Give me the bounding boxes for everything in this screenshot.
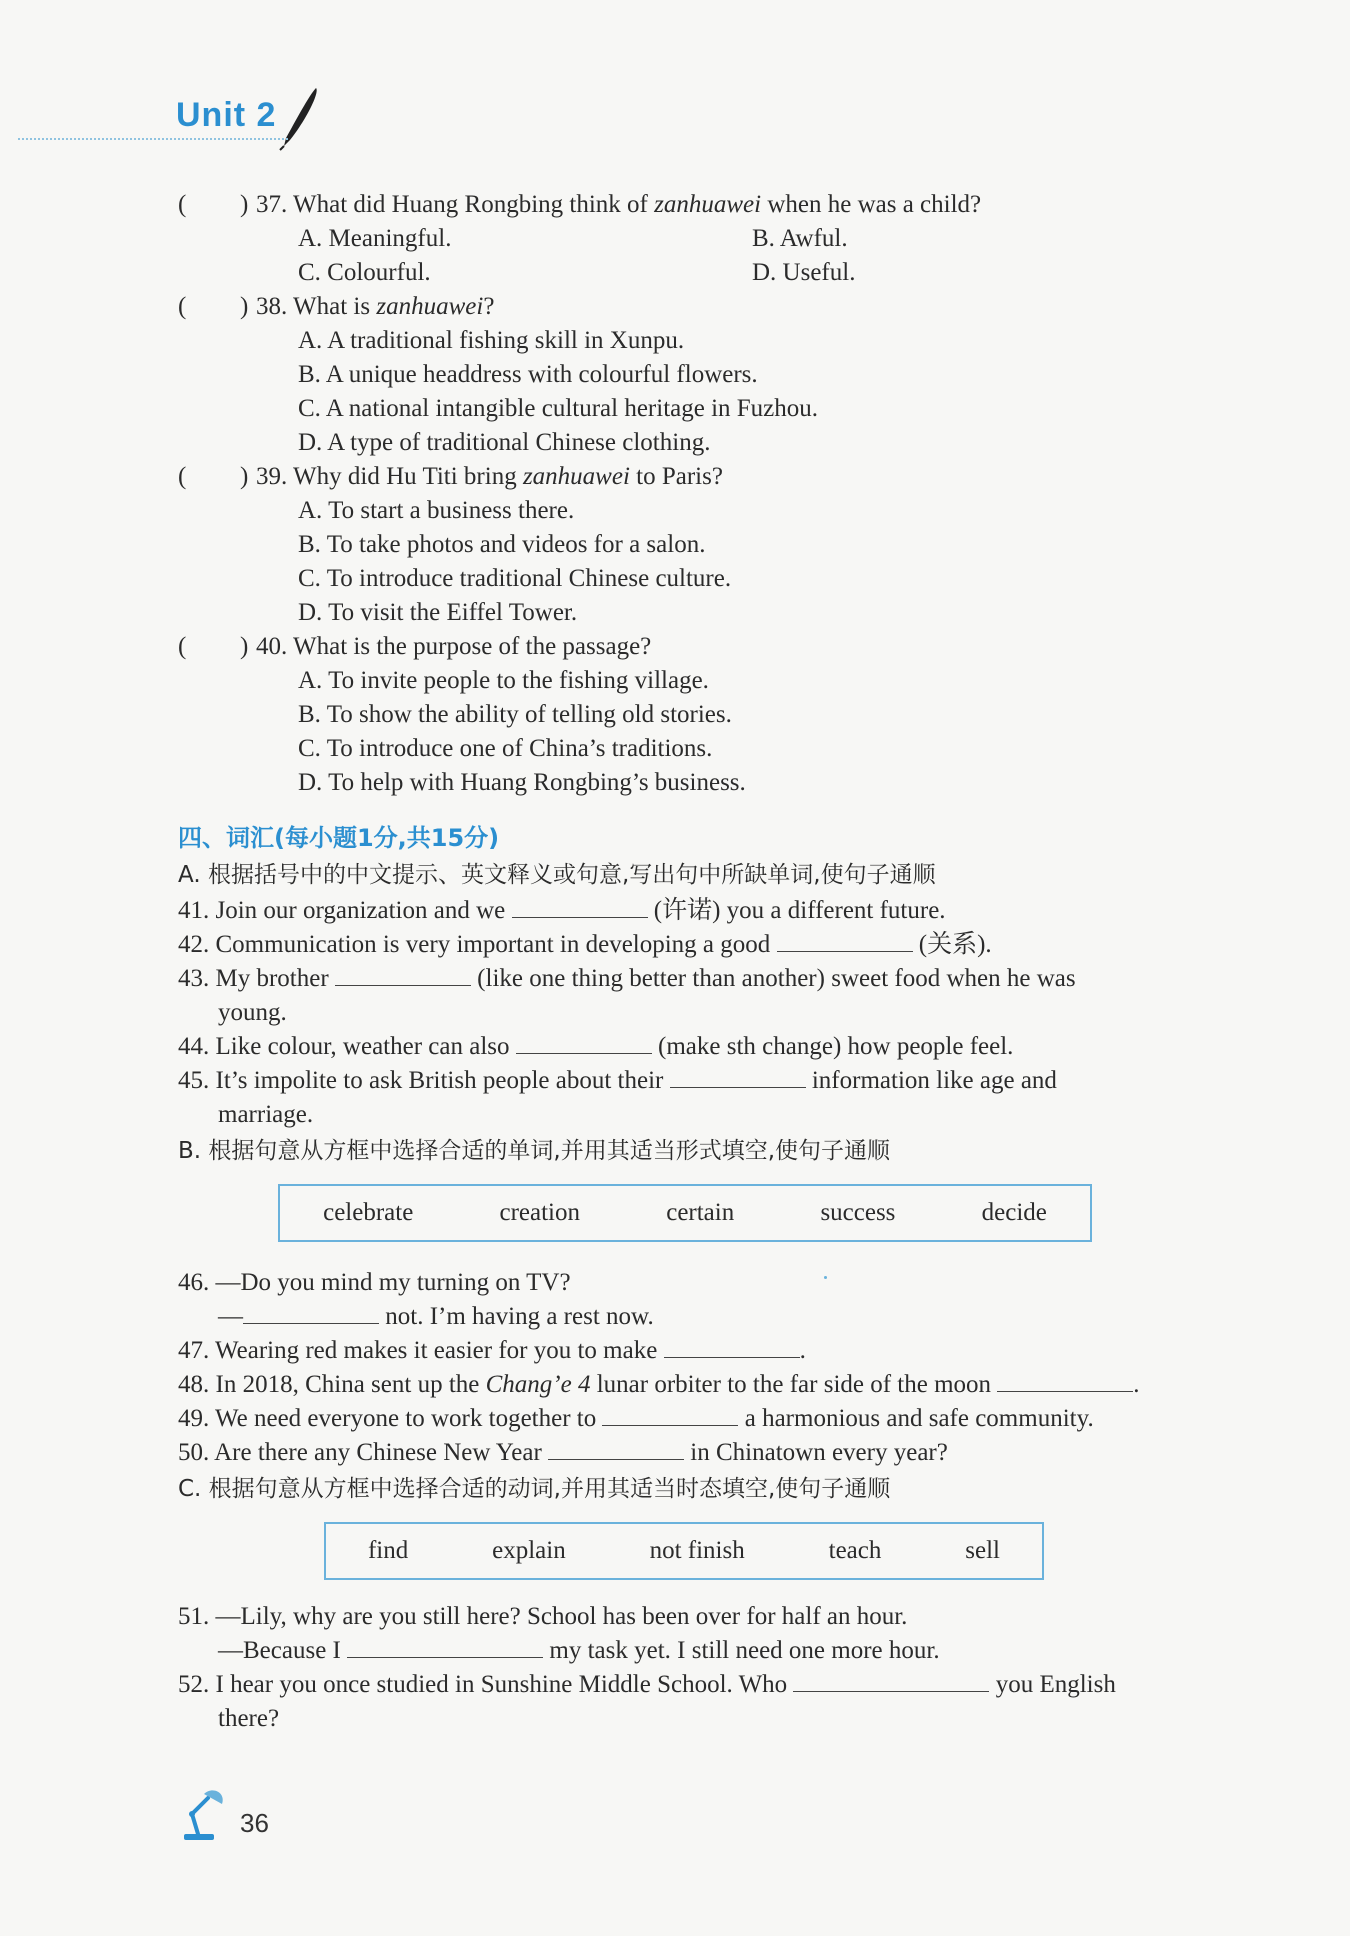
question-text: 50. Are there any Chinese New Year xyxy=(178,1439,542,1466)
word-option: sell xyxy=(965,1537,1000,1564)
option-38-a: A. A traditional fishing skill in Xunpu. xyxy=(298,327,685,354)
question-text: not. I’m having a rest now. xyxy=(385,1303,654,1330)
question-37 xyxy=(256,188,981,222)
answer-paren-open-37: ( xyxy=(178,191,187,218)
question-46-reply xyxy=(218,1300,654,1334)
question-text: my task yet. I still need one more hour. xyxy=(549,1637,940,1664)
question-43 xyxy=(178,962,1076,996)
question-text: 43. My brother xyxy=(178,965,329,992)
question-44 xyxy=(178,1030,1013,1064)
question-italic: zanhuawei xyxy=(522,463,630,490)
question-41 xyxy=(178,894,946,928)
part-a-instruction: A. 根据括号中的中文提示、英文释义或句意,写出句中所缺单词,使句子通顺 xyxy=(178,862,936,888)
question-48 xyxy=(178,1368,1140,1402)
word-option: decide xyxy=(981,1199,1047,1226)
stray-mark xyxy=(824,1276,827,1279)
question-text: when he was a child? xyxy=(761,191,982,218)
option-39-c: C. To introduce traditional Chinese culture. xyxy=(298,565,732,592)
question-text: 49. We need everyone to work together to xyxy=(178,1405,597,1432)
question-text: 45. It’s impolite to ask British people about their xyxy=(178,1067,664,1094)
answer-blank[interactable] xyxy=(602,1403,738,1426)
answer-blank[interactable] xyxy=(793,1669,989,1692)
option-40-a: A. To invite people to the fishing village. xyxy=(298,667,709,694)
word-option: find xyxy=(367,1537,409,1564)
question-50 xyxy=(178,1436,948,1470)
question-text: (许诺) you a different future. xyxy=(653,897,946,924)
header-divider xyxy=(18,138,288,140)
word-option: not finish xyxy=(649,1537,745,1564)
option-37-c: C. Colourful. xyxy=(298,259,431,286)
answer-paren-close-40: ) xyxy=(240,633,249,660)
section-title: 四、词汇(每小题1分,共15分) xyxy=(178,824,500,852)
question-text: (like one thing better than another) sweet food when he was xyxy=(477,965,1076,992)
question-52 xyxy=(178,1668,1116,1702)
option-40-c: C. To introduce one of China’s traditions. xyxy=(298,735,713,762)
word-option: success xyxy=(820,1199,896,1226)
question-text: 52. I hear you once studied in Sunshine Middle School. Who xyxy=(178,1671,788,1698)
part-b-instruction: B. 根据句意从方框中选择合适的单词,并用其适当形式填空,使句子通顺 xyxy=(178,1138,891,1164)
question-text: you English xyxy=(995,1671,1116,1698)
option-38-d: D. A type of traditional Chinese clothing. xyxy=(298,429,711,456)
answer-paren-close-38: ) xyxy=(240,293,249,320)
question-52-cont: there? xyxy=(218,1705,280,1732)
question-text: 38. What is xyxy=(256,293,377,320)
question-text: . xyxy=(799,1337,806,1364)
page-number: 36 xyxy=(240,1808,269,1838)
answer-paren-close-39: ) xyxy=(240,463,249,490)
question-text: to Paris? xyxy=(629,463,723,490)
answer-blank[interactable] xyxy=(243,1301,379,1324)
part-c-instruction: C. 根据句意从方框中选择合适的动词,并用其适当时态填空,使句子通顺 xyxy=(178,1476,891,1502)
question-text: 42. Communication is very important in developing a good xyxy=(178,931,771,958)
question-47 xyxy=(178,1334,806,1368)
answer-paren-open-40: ( xyxy=(178,633,187,660)
answer-paren-open-39: ( xyxy=(178,463,187,490)
question-45-cont: marriage. xyxy=(218,1101,314,1128)
question-text: 39. Why did Hu Titi bring xyxy=(256,463,523,490)
word-box-c xyxy=(324,1522,1044,1580)
answer-blank[interactable] xyxy=(335,963,471,986)
answer-blank[interactable] xyxy=(512,895,648,918)
lamp-icon xyxy=(178,1786,234,1842)
question-38 xyxy=(256,290,494,324)
question-49 xyxy=(178,1402,1094,1436)
unit-title: Unit 2 xyxy=(176,96,277,134)
question-text: 41. Join our organization and we xyxy=(178,897,506,924)
question-text: 47. Wearing red makes it easier for you to make xyxy=(178,1337,658,1364)
option-40-b: B. To show the ability of telling old stories. xyxy=(298,701,732,728)
option-38-b: B. A unique headdress with colourful flowers. xyxy=(298,361,758,388)
answer-blank[interactable] xyxy=(664,1335,800,1358)
question-39 xyxy=(256,460,723,494)
option-37-b: B. Awful. xyxy=(752,225,848,252)
question-text: (make sth change) how people feel. xyxy=(658,1033,1014,1060)
answer-blank[interactable] xyxy=(516,1031,652,1054)
option-37-a: A. Meaningful. xyxy=(298,225,452,252)
answer-paren-open-38: ( xyxy=(178,293,187,320)
word-option: teach xyxy=(828,1537,882,1564)
question-text: 37. What did Huang Rongbing think of xyxy=(256,191,655,218)
question-45 xyxy=(178,1064,1057,1098)
option-40-d: D. To help with Huang Rongbing’s business. xyxy=(298,769,746,796)
word-option: explain xyxy=(492,1537,566,1564)
answer-blank[interactable] xyxy=(670,1065,806,1088)
question-text: (关系). xyxy=(918,931,992,958)
question-40: 40. What is the purpose of the passage? xyxy=(256,633,652,660)
question-46: 46. —Do you mind my turning on TV? xyxy=(178,1269,571,1296)
question-43-cont: young. xyxy=(218,999,287,1026)
answer-blank[interactable] xyxy=(997,1369,1133,1392)
word-option: creation xyxy=(499,1199,581,1226)
option-38-c: C. A national intangible cultural heritage in Fuzhou. xyxy=(298,395,819,422)
question-text: . xyxy=(1133,1371,1140,1398)
pen-icon xyxy=(276,86,322,152)
question-text: lunar orbiter to the far side of the moon xyxy=(590,1371,992,1398)
answer-blank[interactable] xyxy=(347,1635,543,1658)
question-italic: zanhuawei xyxy=(654,191,762,218)
word-option: celebrate xyxy=(323,1199,414,1226)
answer-blank[interactable] xyxy=(548,1437,684,1460)
question-text: in Chinatown every year? xyxy=(690,1439,948,1466)
answer-paren-close-37: ) xyxy=(240,191,249,218)
option-39-d: D. To visit the Eiffel Tower. xyxy=(298,599,578,626)
word-option: certain xyxy=(666,1199,735,1226)
question-text: ? xyxy=(483,293,495,320)
option-39-a: A. To start a business there. xyxy=(298,497,575,524)
question-text: information like age and xyxy=(811,1067,1057,1094)
question-italic: Chang’e 4 xyxy=(485,1371,591,1398)
answer-blank[interactable] xyxy=(777,929,913,952)
question-text: —Because I xyxy=(218,1637,341,1664)
question-42 xyxy=(178,928,992,962)
word-box-b xyxy=(278,1184,1092,1242)
question-51: 51. —Lily, why are you still here? School has been over for half an hour. xyxy=(178,1603,908,1630)
question-51-reply xyxy=(218,1634,940,1668)
question-text: 48. In 2018, China sent up the xyxy=(178,1371,486,1398)
question-italic: zanhuawei xyxy=(376,293,484,320)
question-text: 44. Like colour, weather can also xyxy=(178,1033,510,1060)
option-39-b: B. To take photos and videos for a salon. xyxy=(298,531,706,558)
question-text: — xyxy=(218,1303,243,1330)
question-text: a harmonious and safe community. xyxy=(744,1405,1094,1432)
option-37-d: D. Useful. xyxy=(752,259,856,286)
